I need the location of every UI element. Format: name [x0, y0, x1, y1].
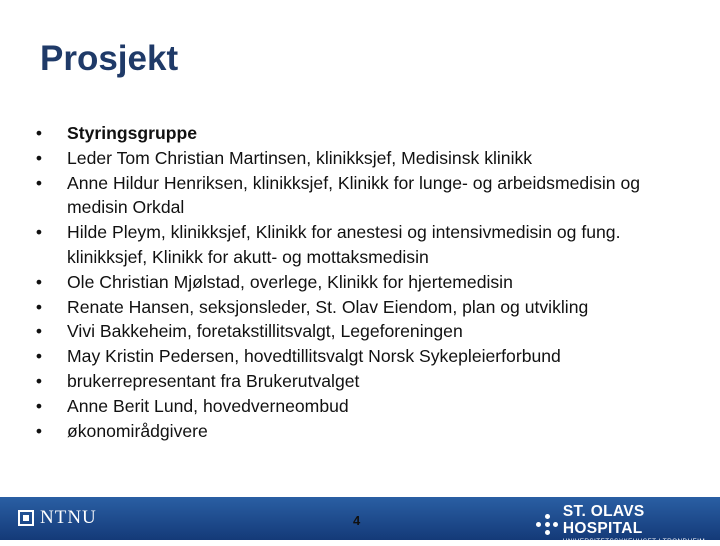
bullet-text: Renate Hansen, seksjonsleder, St. Olav Eiendom, plan og utvikling [67, 296, 589, 317]
bullet-item [32, 146, 702, 171]
bullet-dot: • [35, 296, 43, 317]
bullet-dot: • [35, 222, 43, 243]
bullet-item [32, 270, 702, 295]
bullet-text: Leder Tom Christian Martinsen, klinikksjef, Medisinsk klinikk [67, 147, 533, 168]
bullet-list [32, 121, 702, 443]
hospital-subtitle: UNIVERSITETSSYKEHUSET I TRONDHEIM [562, 538, 706, 545]
bullet-item [32, 319, 702, 344]
ntnu-logo-text: NTNU [40, 507, 97, 528]
bullet-item [32, 171, 702, 221]
slide-title: Prosjekt [40, 39, 179, 78]
bullet-dot: • [35, 147, 43, 168]
bullet-dot: • [35, 271, 43, 292]
bullet-text: Styringsgruppe [67, 123, 198, 143]
dots-cross-icon [536, 514, 557, 536]
bullet-item [32, 344, 702, 369]
bullet-text: Anne Berit Lund, hovedverneombud [67, 395, 349, 416]
bullet-item [32, 295, 702, 320]
bullet-text: May Kristin Pedersen, hovedtillitsvalgt Norsk Sykepleierforbund [67, 346, 561, 367]
bullet-dot: • [35, 370, 43, 391]
footer-bar [0, 497, 720, 545]
ntnu-square-icon [18, 510, 34, 526]
bullet-text: Vivi Bakkeheim, foretakstillitsvalgt, Legeforeningen [67, 321, 463, 342]
bullet-item [32, 220, 702, 270]
bullet-item [32, 121, 702, 146]
bullet-text: Anne Hildur Henriksen, klinikksjef, Klinikk for lunge- og arbeidsmedisin og medisin Orkdal [67, 172, 641, 218]
ntnu-logo [18, 507, 97, 529]
bullet-text: Hilde Pleym, klinikksjef, Klinikk for anestesi og intensivmedisin og fung. klinikksjef, Klinikk for akutt- og mottaksmedisin [67, 222, 621, 267]
bullet-dot: • [35, 346, 43, 367]
bullet-item [32, 369, 702, 394]
bullet-dot: • [35, 420, 43, 441]
bullet-text: økonomirådgivere [67, 420, 208, 441]
bullet-dot: • [35, 123, 43, 143]
bullet-dot: • [35, 321, 43, 342]
hospital-name: ST. OLAVS HOSPITAL [562, 503, 645, 537]
bullet-dot: • [35, 395, 43, 416]
bullet-text: Ole Christian Mjølstad, overlege, Klinikk for hjertemedisin [67, 271, 513, 292]
bullet-item [32, 419, 702, 444]
page-number: 4 [353, 513, 361, 528]
bullet-item [32, 394, 702, 419]
bullet-text: brukerrepresentant fra Brukerutvalget [67, 370, 360, 391]
bullet-dot: • [35, 172, 43, 193]
